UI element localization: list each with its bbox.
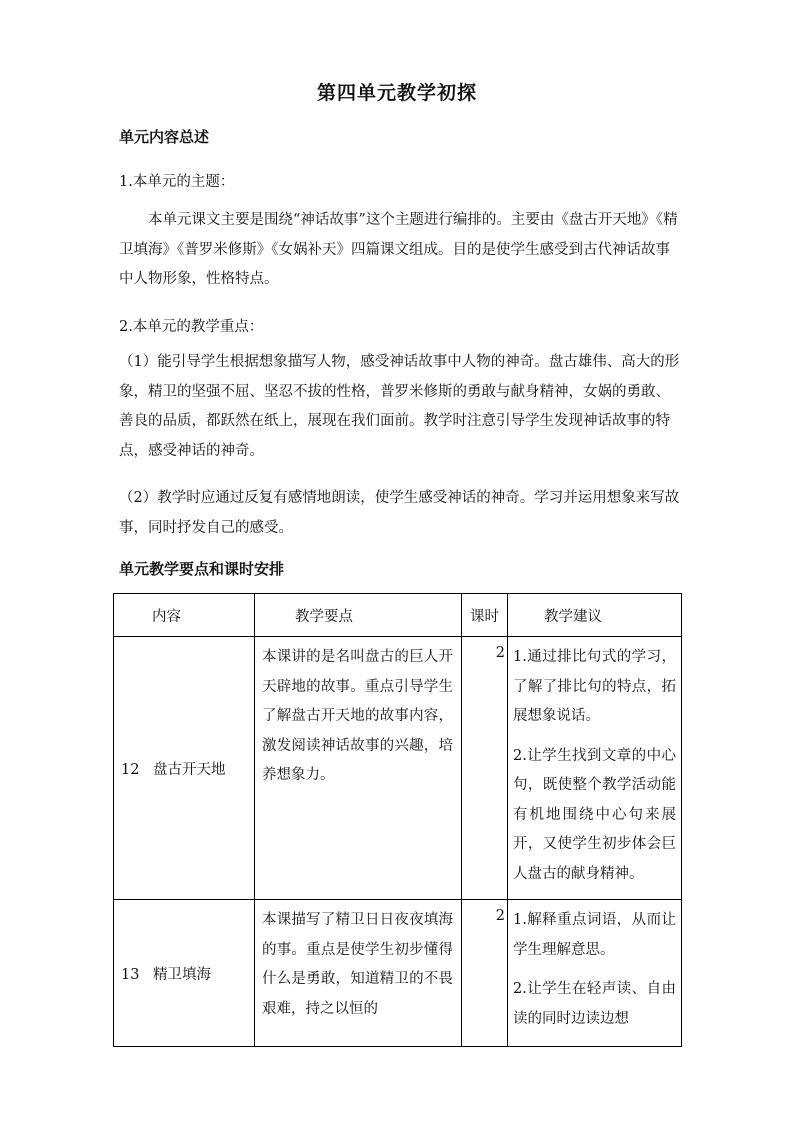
lesson-cell [114, 637, 255, 900]
suggestions-cell [508, 637, 682, 900]
column-header-hours: 课时 [462, 594, 508, 637]
table-row [114, 900, 682, 1047]
section-heading-schedule: 单元教学要点和课时安排 [119, 560, 285, 578]
theme-label: 1.本单元的主题： [119, 174, 235, 190]
theme-paragraph: 本单元课文主要是围绕“神话故事”这个主题进行编排的。主要由《盘古开天地》《精卫填海》《普罗米修斯》《女娲补天》四篇课文组成。目的是使学生感受到古代神话故事中人物形象，性格特点。 [119, 212, 678, 287]
hours-cell: 2 [462, 900, 508, 1047]
hours-cell: 2 [462, 637, 508, 900]
column-header-suggestions: 教学建议 [508, 594, 682, 637]
teaching-points-cell: 本课讲的是名叫盘古的巨人开天辟地的故事。重点引导学生了解盘古开天地的故事内容，激发阅读神话故事的兴趣，培养想象力。 [255, 637, 462, 900]
document-title: 第四单元教学初探 [316, 82, 477, 104]
lesson-number: 12 [121, 761, 140, 778]
suggestion-item: 1.通过排比句式的学习，了解了排比句的特点，拓展想象说话。 [513, 649, 676, 724]
column-header-points: 教学要点 [255, 594, 462, 637]
table-header-row [114, 594, 682, 637]
suggestion-item: 1.解释重点词语，从而让学生理解意思。 [513, 912, 676, 958]
lesson-cell [114, 900, 255, 1047]
focus-paragraph-2: （2）教学时应通过反复有感情地朗读，使学生感受神话的神奇。学习并运用想象来写故事，同时抒发自己的感受。 [119, 490, 680, 536]
focus-paragraph-1: （1）能引导学生根据想象描写人物，感受神话故事中人物的神奇。盘古雄伟、高大的形象，精卫的坚强不屈、坚忍不拔的性格，普罗米修斯的勇敢与献身精神，女娲的勇敢、善良的品质，都跃然在纸上，展现在我们面前。教学时注意引导学生发现神话故事的特点，感受神话的神奇。 [119, 354, 680, 459]
lesson-title: 精卫填海 [153, 966, 211, 983]
table-row [114, 637, 682, 900]
teaching-points-cell: 本课描写了精卫日日夜夜填海的事。重点是使学生初步懂得什么是勇敢，知道精卫的不畏艰难，持之以恒的 [255, 900, 462, 1047]
lesson-number: 13 [121, 966, 140, 983]
suggestion-item: 2.让学生找到文章的中心句，既使整个教学活动能有机地围绕中心句来展开，又使学生初步体会巨人盘古的献身精神。 [513, 747, 676, 882]
lesson-title: 盘古开天地 [153, 761, 226, 778]
focus-label: 2.本单元的教学重点： [119, 319, 264, 335]
schedule-table [113, 593, 682, 1047]
suggestion-item: 2.让学生在轻声读、自由读的同时边读边想 [513, 981, 676, 1027]
column-header-content: 内容 [114, 594, 255, 637]
suggestions-cell [508, 900, 682, 1047]
section-heading-overview: 单元内容总述 [119, 128, 210, 146]
